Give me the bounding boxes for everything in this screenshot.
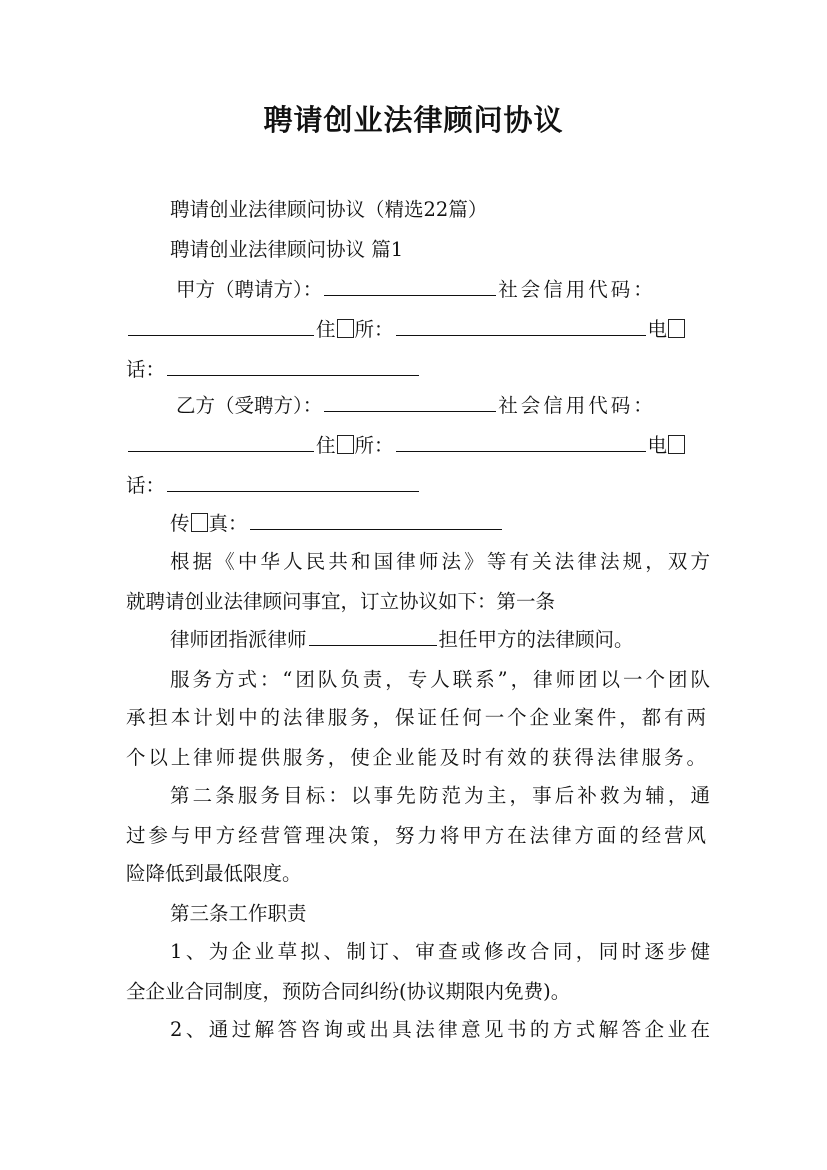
party-a-phone-blank bbox=[167, 353, 419, 376]
lawyer-assignment-line bbox=[170, 620, 710, 660]
fax-line bbox=[170, 504, 710, 544]
party-b-line bbox=[176, 386, 696, 426]
article3-heading: 第三条工作职责 bbox=[170, 902, 307, 925]
fax-label-tail: 真： bbox=[208, 512, 248, 535]
missing-glyph-box bbox=[337, 435, 354, 454]
party-b-credit-code-blank bbox=[128, 429, 314, 452]
duty2-line: 2、通过解答咨询或出具法律意见书的方式解答企业在 bbox=[170, 1018, 710, 1041]
document-title: 聘请创业法律顾问协议 bbox=[263, 103, 564, 137]
phone-label-tail: 话： bbox=[126, 358, 166, 381]
article2-paragraph-line: 第二条服务目标：以事先防范为主，事后补救为辅，通 bbox=[170, 784, 710, 807]
service-paragraph-line: 服务方式：“团队负责，专人联系”，律师团以一个团队 bbox=[170, 668, 710, 691]
address-label-tail: 所： bbox=[354, 318, 394, 341]
party-b-address-line bbox=[126, 426, 706, 466]
party-a-name-blank bbox=[324, 273, 496, 296]
party-a-phone-line bbox=[126, 350, 706, 390]
missing-glyph-box bbox=[337, 319, 354, 338]
address-label: 住 bbox=[316, 318, 336, 341]
missing-glyph-box bbox=[191, 513, 208, 532]
phone-label-tail: 话： bbox=[126, 474, 166, 497]
lawyer-assignment-tail: 担任甲方的法律顾问。 bbox=[438, 628, 634, 651]
service-paragraph-line: 个以上律师提供服务，使企业能及时有效的获得法律服务。 bbox=[126, 746, 706, 769]
fax-label: 传 bbox=[170, 512, 190, 535]
phone-label: 电 bbox=[647, 434, 668, 457]
intro-paragraph-line: 就聘请创业法律顾问事宜，订立协议如下：第一条 bbox=[126, 590, 556, 613]
subtitle: 聘请创业法律顾问协议（精选22篇） bbox=[170, 198, 488, 221]
lawyer-assignment-label: 律师团指派律师 bbox=[170, 628, 307, 651]
address-label-tail: 所： bbox=[354, 434, 394, 457]
intro-paragraph-line: 根据《中华人民共和国律师法》等有关法律法规，双方 bbox=[170, 550, 710, 573]
party-a-credit-code-label: 社会信用代码： bbox=[498, 278, 656, 301]
address-label: 住 bbox=[316, 434, 336, 457]
missing-glyph-box bbox=[668, 319, 685, 338]
party-b-credit-code-label: 社会信用代码： bbox=[498, 394, 656, 417]
section-heading: 聘请创业法律顾问协议 篇1 bbox=[170, 238, 404, 261]
party-a-credit-code-blank bbox=[128, 313, 314, 336]
party-b-name-blank bbox=[324, 389, 496, 412]
lawyer-name-blank bbox=[309, 623, 437, 646]
article2-paragraph-line: 过参与甲方经营管理决策，努力将甲方在法律方面的经营风 bbox=[126, 824, 706, 847]
party-b-phone-line bbox=[126, 466, 706, 506]
duty1-line: 全企业合同制度，预防合同纠纷(协议期限内免费)。 bbox=[126, 980, 571, 1003]
missing-glyph-box bbox=[668, 435, 685, 454]
party-a-address-line bbox=[126, 310, 706, 350]
fax-blank bbox=[250, 507, 502, 530]
article2-paragraph-line: 险降低到最低限度。 bbox=[126, 862, 302, 885]
party-a-address-blank bbox=[396, 313, 646, 336]
party-a-label: 甲方（聘请方）： bbox=[176, 278, 323, 301]
party-b-address-blank bbox=[396, 429, 646, 452]
phone-label: 电 bbox=[647, 318, 668, 341]
party-a-line bbox=[176, 270, 696, 310]
party-b-label: 乙方（受聘方）： bbox=[176, 394, 323, 417]
party-b-phone-blank bbox=[167, 469, 419, 492]
duty1-line: 1、为企业草拟、制订、审查或修改合同，同时逐步健 bbox=[170, 940, 710, 963]
service-paragraph-line: 承担本计划中的法律服务，保证任何一个企业案件，都有两 bbox=[126, 706, 706, 729]
